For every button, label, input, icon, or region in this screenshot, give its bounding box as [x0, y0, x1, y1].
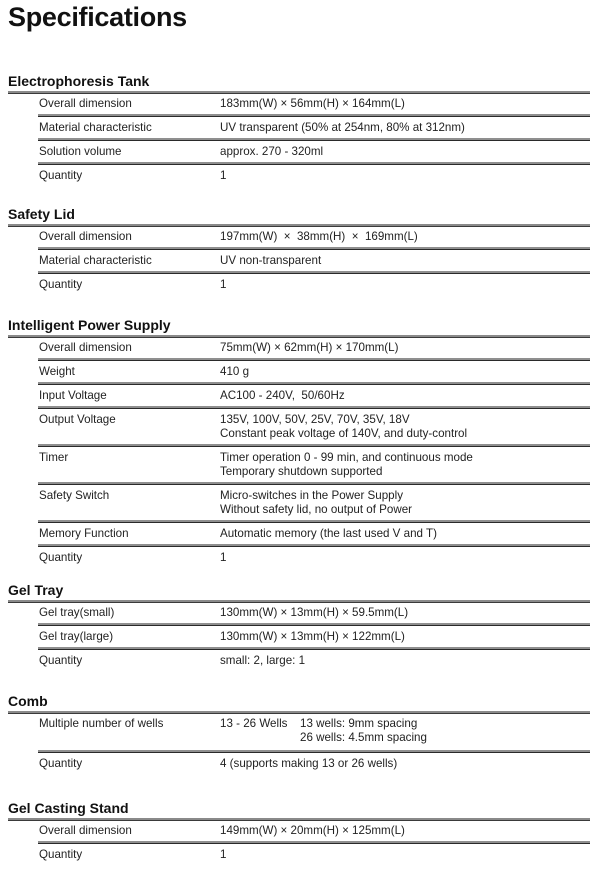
spec-label: Weight [39, 365, 75, 378]
section-heading: Gel Casting Stand [8, 799, 590, 820]
spec-value-line: 410 g [220, 365, 250, 378]
spec-value-line: Timer operation 0 - 99 min, and continuous mode [220, 451, 473, 464]
spec-value [220, 145, 590, 159]
spec-row [38, 250, 590, 273]
spec-value-line: Temporary shutdown supported [220, 465, 383, 478]
spec-value-line: 1 [220, 278, 227, 291]
spec-label: Overall dimension [39, 341, 132, 354]
well-options [220, 717, 590, 745]
spec-row [38, 274, 590, 295]
spec-value-line: UV non-transparent [220, 254, 322, 267]
spec-row [38, 547, 590, 568]
spec-value [220, 169, 590, 183]
spec-label: Quantity [39, 757, 83, 770]
spec-label: Material characteristic [39, 121, 152, 134]
well-range: 13 - 26 Wells [220, 717, 288, 730]
spec-row [38, 361, 590, 384]
spec-row [38, 165, 590, 186]
spec-row [38, 226, 590, 249]
spec-value [220, 451, 590, 479]
spec-label: Quantity [39, 551, 83, 564]
section-heading: Intelligent Power Supply [8, 316, 590, 337]
spec-label: Gel tray(large) [39, 630, 114, 643]
spec-value-line: Automatic memory (the last used V and T) [220, 527, 437, 540]
spec-row [38, 602, 590, 625]
spec-value [220, 824, 590, 838]
spec-value [220, 654, 590, 668]
spec-value-line: 4 (supports making 13 or 26 wells) [220, 757, 398, 770]
spec-label: Solution volume [39, 145, 122, 158]
well-spacing-line: 13 wells: 9mm spacing [300, 717, 418, 730]
spec-value [220, 527, 590, 541]
spec-row [38, 447, 590, 484]
spec-value-line: 1 [220, 169, 227, 182]
spec-value-line: Micro-switches in the Power Supply [220, 489, 403, 502]
spec-label: Timer [39, 451, 69, 464]
spec-value [220, 413, 590, 441]
spec-label: Material characteristic [39, 254, 152, 267]
spec-value-line: 1 [220, 551, 227, 564]
spec-label: Input Voltage [39, 389, 107, 402]
spec-label: Output Voltage [39, 413, 116, 426]
spec-row [38, 844, 590, 865]
spec-label: Safety Switch [39, 489, 110, 502]
spec-row [38, 820, 590, 843]
spec-value [220, 121, 590, 135]
spec-value [220, 848, 590, 862]
spec-value [220, 365, 590, 379]
spec-row [38, 337, 590, 360]
spec-row [38, 485, 590, 522]
spec-row [38, 93, 590, 116]
section-safety-lid [8, 205, 590, 296]
spec-row [38, 117, 590, 140]
spec-label: Quantity [39, 169, 83, 182]
spec-value-line: approx. 270 - 320ml [220, 145, 324, 158]
section-intelligent-power-supply [8, 316, 590, 569]
spec-row [38, 141, 590, 164]
spec-label: Overall dimension [39, 824, 132, 837]
spec-value [220, 551, 590, 565]
page-title: Specifications [8, 2, 187, 32]
spec-row [38, 626, 590, 649]
section-gel-casting-stand [8, 799, 590, 866]
section-heading: Safety Lid [8, 205, 590, 226]
spec-value [220, 389, 590, 403]
section-heading: Electrophoresis Tank [8, 72, 590, 93]
spec-value [220, 278, 590, 292]
spec-value [220, 757, 590, 771]
section-comb [8, 692, 590, 775]
spec-row [38, 523, 590, 546]
well-spacing-list [300, 717, 427, 745]
spec-value-line: 1 [220, 848, 227, 861]
spec-value-line: 197mm(W) × 38mm(H) × 169mm(L) [220, 230, 418, 243]
section-gel-tray [8, 581, 590, 672]
section-heading: Comb [8, 692, 590, 713]
spec-value [220, 630, 590, 644]
spec-row [38, 713, 590, 752]
spec-value-line: Without safety lid, no output of Power [220, 503, 413, 516]
spec-row [38, 753, 590, 774]
spec-value-line: 135V, 100V, 50V, 25V, 70V, 35V, 18V [220, 413, 410, 426]
spec-value-line: 130mm(W) × 13mm(H) × 122mm(L) [220, 630, 405, 643]
spec-value [220, 230, 590, 244]
spec-label: Overall dimension [39, 230, 132, 243]
spec-label: Gel tray(small) [39, 606, 115, 619]
spec-value-line: 183mm(W) × 56mm(H) × 164mm(L) [220, 97, 405, 110]
spec-value [220, 254, 590, 268]
spec-value [220, 717, 590, 745]
spec-label: Overall dimension [39, 97, 132, 110]
section-electrophoresis-tank [8, 72, 590, 187]
section-heading: Gel Tray [8, 581, 590, 602]
spec-value-line: 130mm(W) × 13mm(H) × 59.5mm(L) [220, 606, 409, 619]
well-spacing-line: 26 wells: 4.5mm spacing [300, 731, 427, 744]
spec-label: Quantity [39, 654, 83, 667]
spec-row [38, 385, 590, 408]
spec-label: Quantity [39, 848, 83, 861]
spec-value-line: small: 2, large: 1 [220, 654, 306, 667]
spec-label: Quantity [39, 278, 83, 291]
spec-value [220, 97, 590, 111]
spec-value [220, 606, 590, 620]
spec-value-line: AC100 - 240V, 50/60Hz [220, 389, 345, 402]
spec-value-line: 75mm(W) × 62mm(H) × 170mm(L) [220, 341, 399, 354]
spec-row [38, 650, 590, 671]
spec-label: Multiple number of wells [39, 717, 164, 730]
spec-row [38, 409, 590, 446]
spec-value-line: UV transparent (50% at 254nm, 80% at 312nm) [220, 121, 465, 134]
spec-value-line: 149mm(W) × 20mm(H) × 125mm(L) [220, 824, 405, 837]
spec-value-line: Constant peak voltage of 140V, and duty-control [220, 427, 468, 440]
spec-label: Memory Function [39, 527, 129, 540]
spec-value [220, 341, 590, 355]
spec-value [220, 489, 590, 517]
